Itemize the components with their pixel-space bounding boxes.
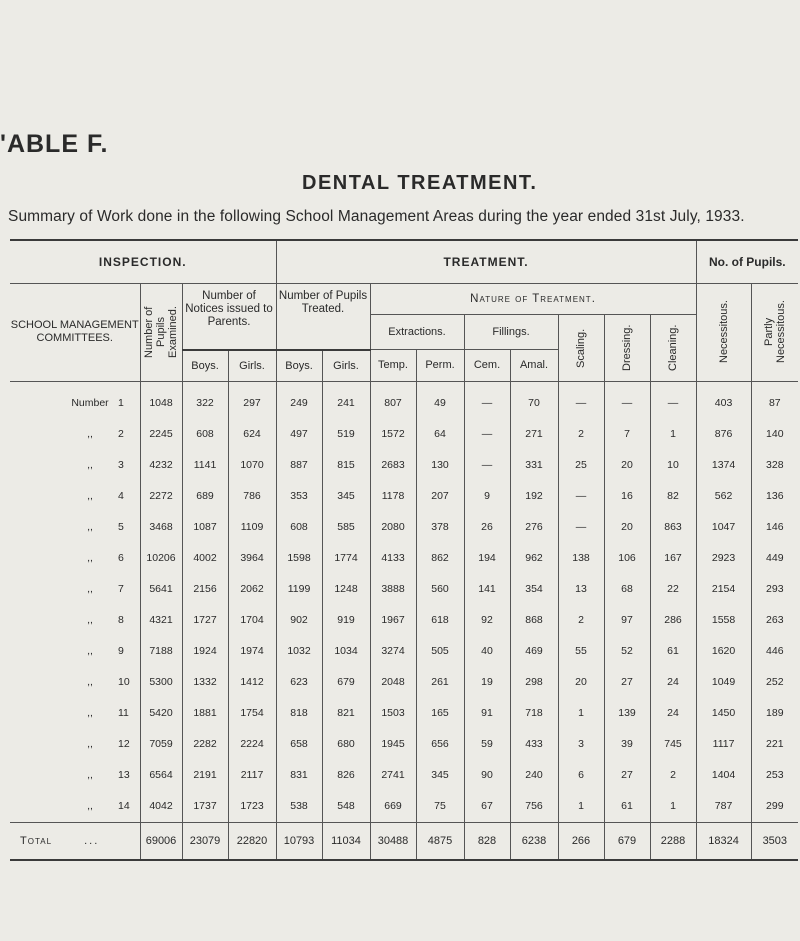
cell-scaling: 2 [558, 605, 604, 636]
cell-t_girls: 679 [322, 667, 370, 698]
cell-examined: 4232 [140, 450, 182, 481]
cell-necess: 1558 [696, 605, 751, 636]
dental-treatment-table [10, 239, 798, 861]
cell-n_boys: 4002 [182, 543, 228, 574]
cell-n_girls: 1974 [228, 636, 276, 667]
cell-partly: 136 [751, 481, 798, 512]
cell-cleaning: 2 [650, 760, 696, 791]
cell-n_girls: 2062 [228, 574, 276, 605]
cell-perm: 505 [416, 636, 464, 667]
cell-t_girls: 548 [322, 791, 370, 823]
cell-partly: 146 [751, 512, 798, 543]
cell-dressing: 106 [604, 543, 650, 574]
cell-scaling: 20 [558, 667, 604, 698]
cell-t_girls: 345 [322, 481, 370, 512]
row-prefix: ,, [87, 645, 93, 657]
pupils-treated-header: Number of Pupils Treated. [276, 284, 370, 350]
cell-temp: 3888 [370, 574, 416, 605]
cell-n_girls: 1109 [228, 512, 276, 543]
cell-scaling: 25 [558, 450, 604, 481]
table-row [10, 543, 798, 574]
cem-header: Cem. [464, 350, 510, 382]
cell-n_boys: 2191 [182, 760, 228, 791]
row-prefix: ,, [87, 552, 93, 564]
cell-examined: 7188 [140, 636, 182, 667]
cell-examined: 5641 [140, 574, 182, 605]
cell-n_boys: 1087 [182, 512, 228, 543]
cell-cleaning: 863 [650, 512, 696, 543]
cell-dressing: 7 [604, 419, 650, 450]
cell-examined: 7059 [140, 729, 182, 760]
cell-t_boys: 818 [276, 698, 322, 729]
nature-of-treatment-header: Nature of Treatment. [370, 284, 696, 315]
cell-examined: 10206 [140, 543, 182, 574]
cell-temp: 807 [370, 381, 416, 419]
cell-examined: 3468 [140, 512, 182, 543]
table-row [10, 760, 798, 791]
row-prefix: ,, [87, 707, 93, 719]
cell-examined: 4321 [140, 605, 182, 636]
cell-n_girls: 3964 [228, 543, 276, 574]
cell-amal: 331 [510, 450, 558, 481]
cell-partly: 446 [751, 636, 798, 667]
cell-scaling: — [558, 381, 604, 419]
cell-temp: 3274 [370, 636, 416, 667]
cell-partly: 263 [751, 605, 798, 636]
cell-n_boys: 2156 [182, 574, 228, 605]
table-row [10, 574, 798, 605]
cell-necess: 1404 [696, 760, 751, 791]
table-label: 'ABLE F. [0, 130, 109, 158]
cell-dressing: 20 [604, 512, 650, 543]
table-body [10, 381, 798, 822]
temp-header: Temp. [370, 350, 416, 382]
table-row [10, 729, 798, 760]
cell-dressing: 97 [604, 605, 650, 636]
perm-header: Perm. [416, 350, 464, 382]
cell-dressing: 27 [604, 760, 650, 791]
cell-cleaning: 286 [650, 605, 696, 636]
cell-t_girls: 821 [322, 698, 370, 729]
cell-examined: 5420 [140, 698, 182, 729]
cell-t_boys: 831 [276, 760, 322, 791]
cell-n_girls: 2224 [228, 729, 276, 760]
total-dressing: 679 [604, 822, 650, 860]
cell-n_girls: 624 [228, 419, 276, 450]
cell-temp: 2741 [370, 760, 416, 791]
cell-partly: 87 [751, 381, 798, 419]
scaling-header: Scaling. [575, 328, 587, 368]
cell-n_boys: 1737 [182, 791, 228, 823]
cell-scaling: 1 [558, 791, 604, 823]
cell-cem: 90 [464, 760, 510, 791]
cell-partly: 449 [751, 543, 798, 574]
cell-scaling: 2 [558, 419, 604, 450]
cell-n_boys: 608 [182, 419, 228, 450]
notices-issued-header: Number of Notices issued to Parents. [182, 284, 276, 350]
cell-t_boys: 658 [276, 729, 322, 760]
cell-temp: 1572 [370, 419, 416, 450]
cell-n_boys: 1141 [182, 450, 228, 481]
cell-n_girls: 1412 [228, 667, 276, 698]
cell-necess: 1047 [696, 512, 751, 543]
cell-temp: 4133 [370, 543, 416, 574]
cell-t_boys: 1032 [276, 636, 322, 667]
cell-n_girls: 786 [228, 481, 276, 512]
cell-dressing: 39 [604, 729, 650, 760]
cell-temp: 1945 [370, 729, 416, 760]
cell-t_boys: 249 [276, 381, 322, 419]
cell-perm: 261 [416, 667, 464, 698]
row-number: 11 [118, 707, 129, 719]
cell-cem: 59 [464, 729, 510, 760]
cell-temp: 1503 [370, 698, 416, 729]
inspection-header: INSPECTION. [10, 240, 276, 284]
row-number: 4 [118, 490, 124, 502]
cell-n_girls: 1704 [228, 605, 276, 636]
cell-partly: 221 [751, 729, 798, 760]
table-row [10, 481, 798, 512]
cell-perm: 618 [416, 605, 464, 636]
cell-temp: 669 [370, 791, 416, 823]
total-treated-boys: 10793 [276, 822, 322, 860]
cell-temp: 1967 [370, 605, 416, 636]
cell-t_boys: 497 [276, 419, 322, 450]
cell-cem: 194 [464, 543, 510, 574]
cell-t_girls: 241 [322, 381, 370, 419]
cell-partly: 328 [751, 450, 798, 481]
treated-boys-header: Boys. [276, 350, 322, 382]
dressing-header: Dressing. [621, 324, 633, 371]
cell-cleaning: 1 [650, 419, 696, 450]
cell-necess: 562 [696, 481, 751, 512]
row-prefix: ,, [87, 800, 93, 812]
cell-scaling: 55 [558, 636, 604, 667]
notices-boys-header: Boys. [182, 350, 228, 382]
cell-partly: 189 [751, 698, 798, 729]
total-partly-necessitous: 3503 [751, 822, 798, 860]
total-label: Total [20, 834, 53, 847]
cell-examined: 2272 [140, 481, 182, 512]
cell-t_boys: 1598 [276, 543, 322, 574]
row-prefix: ,, [87, 521, 93, 533]
cell-cem: — [464, 419, 510, 450]
cell-n_girls: 2117 [228, 760, 276, 791]
row-prefix: ,, [87, 490, 93, 502]
pupils-examined-header: Number of Pupils Examined. [143, 306, 179, 359]
row-prefix: ,, [87, 428, 93, 440]
cell-amal: 354 [510, 574, 558, 605]
cell-cem: 92 [464, 605, 510, 636]
row-number: 12 [118, 738, 130, 750]
amal-header: Amal. [510, 350, 558, 382]
cell-partly: 293 [751, 574, 798, 605]
cell-t_girls: 1774 [322, 543, 370, 574]
row-number: 8 [118, 614, 124, 626]
cell-n_boys: 2282 [182, 729, 228, 760]
row-prefix: ,, [87, 614, 93, 626]
cell-perm: 560 [416, 574, 464, 605]
cell-t_boys: 608 [276, 512, 322, 543]
cell-necess: 2923 [696, 543, 751, 574]
total-examined: 69006 [140, 822, 182, 860]
cell-amal: 271 [510, 419, 558, 450]
cell-cleaning: — [650, 381, 696, 419]
cell-scaling: — [558, 481, 604, 512]
cell-amal: 868 [510, 605, 558, 636]
cell-partly: 252 [751, 667, 798, 698]
cell-amal: 718 [510, 698, 558, 729]
page-title: DENTAL TREATMENT. [302, 172, 538, 194]
cell-amal: 962 [510, 543, 558, 574]
treated-girls-header: Girls. [322, 350, 370, 382]
cell-necess: 2154 [696, 574, 751, 605]
row-prefix: ,, [87, 738, 93, 750]
cell-temp: 1178 [370, 481, 416, 512]
cell-necess: 1049 [696, 667, 751, 698]
cell-scaling: 138 [558, 543, 604, 574]
cell-cem: 9 [464, 481, 510, 512]
cell-t_girls: 680 [322, 729, 370, 760]
cell-n_girls: 1754 [228, 698, 276, 729]
cell-t_boys: 887 [276, 450, 322, 481]
cell-amal: 192 [510, 481, 558, 512]
row-number: 14 [118, 800, 130, 812]
cell-cleaning: 10 [650, 450, 696, 481]
cell-necess: 787 [696, 791, 751, 823]
total-row [10, 822, 798, 860]
cell-cleaning: 745 [650, 729, 696, 760]
cell-dressing: 20 [604, 450, 650, 481]
cell-cem: — [464, 450, 510, 481]
row-prefix: ,, [87, 583, 93, 595]
cell-n_boys: 1881 [182, 698, 228, 729]
cell-n_boys: 1924 [182, 636, 228, 667]
row-number: 7 [118, 583, 124, 595]
cell-dressing: 61 [604, 791, 650, 823]
cell-perm: 49 [416, 381, 464, 419]
cell-perm: 862 [416, 543, 464, 574]
row-number: 3 [118, 459, 124, 471]
cell-dressing: — [604, 381, 650, 419]
cell-t_girls: 1034 [322, 636, 370, 667]
cell-perm: 207 [416, 481, 464, 512]
cell-cleaning: 61 [650, 636, 696, 667]
cell-t_girls: 815 [322, 450, 370, 481]
cell-necess: 403 [696, 381, 751, 419]
necessitous-header: Necessitous. [717, 300, 730, 364]
cell-cem: 67 [464, 791, 510, 823]
row-prefix: ,, [87, 676, 93, 688]
table-row [10, 698, 798, 729]
cell-n_girls: 1070 [228, 450, 276, 481]
cell-temp: 2683 [370, 450, 416, 481]
cell-perm: 130 [416, 450, 464, 481]
total-scaling: 266 [558, 822, 604, 860]
cell-necess: 876 [696, 419, 751, 450]
cell-cem: 19 [464, 667, 510, 698]
cell-perm: 64 [416, 419, 464, 450]
cell-perm: 656 [416, 729, 464, 760]
cell-n_boys: 1332 [182, 667, 228, 698]
cell-dressing: 16 [604, 481, 650, 512]
cell-scaling: 6 [558, 760, 604, 791]
cell-t_boys: 538 [276, 791, 322, 823]
table-row [10, 419, 798, 450]
fillings-header: Fillings. [464, 315, 558, 350]
row-number: 10 [118, 676, 130, 688]
total-treated-girls: 11034 [322, 822, 370, 860]
cleaning-header: Cleaning. [667, 324, 680, 371]
cell-cleaning: 1 [650, 791, 696, 823]
cell-cleaning: 167 [650, 543, 696, 574]
row-prefix: ,, [87, 769, 93, 781]
cell-amal: 756 [510, 791, 558, 823]
cell-t_boys: 1199 [276, 574, 322, 605]
partly-necessitous-header: Partly Necessitous. [762, 300, 787, 364]
cell-t_girls: 519 [322, 419, 370, 450]
cell-n_girls: 1723 [228, 791, 276, 823]
cell-amal: 240 [510, 760, 558, 791]
cell-examined: 5300 [140, 667, 182, 698]
extractions-header: Extractions. [370, 315, 464, 350]
cell-t_girls: 585 [322, 512, 370, 543]
cell-scaling: — [558, 512, 604, 543]
row-number: 5 [118, 521, 124, 533]
table-row [10, 450, 798, 481]
cell-amal: 433 [510, 729, 558, 760]
total-cleaning: 2288 [650, 822, 696, 860]
cell-scaling: 1 [558, 698, 604, 729]
cell-cleaning: 22 [650, 574, 696, 605]
cell-t_boys: 623 [276, 667, 322, 698]
total-necessitous: 18324 [696, 822, 751, 860]
row-number: 13 [118, 769, 130, 781]
cell-examined: 6564 [140, 760, 182, 791]
cell-amal: 70 [510, 381, 558, 419]
cell-necess: 1117 [696, 729, 751, 760]
cell-n_boys: 322 [182, 381, 228, 419]
cell-scaling: 3 [558, 729, 604, 760]
cell-dressing: 27 [604, 667, 650, 698]
row-prefix: ,, [87, 459, 93, 471]
cell-t_girls: 826 [322, 760, 370, 791]
cell-temp: 2080 [370, 512, 416, 543]
total-notices-boys: 23079 [182, 822, 228, 860]
subtitle: Summary of Work done in the following School Management Areas during the year ended 31st July, 1933. [8, 208, 745, 225]
cell-cleaning: 82 [650, 481, 696, 512]
cell-partly: 140 [751, 419, 798, 450]
cell-necess: 1620 [696, 636, 751, 667]
cell-t_girls: 919 [322, 605, 370, 636]
cell-cleaning: 24 [650, 698, 696, 729]
cell-examined: 1048 [140, 381, 182, 419]
cell-necess: 1450 [696, 698, 751, 729]
total-dots: ... [84, 834, 100, 847]
no-of-pupils-header: No. of Pupils. [696, 240, 798, 284]
cell-examined: 2245 [140, 419, 182, 450]
total-perm: 4875 [416, 822, 464, 860]
table-row [10, 636, 798, 667]
cell-dressing: 52 [604, 636, 650, 667]
cell-cleaning: 24 [650, 667, 696, 698]
cell-dressing: 139 [604, 698, 650, 729]
school-committees-header: SCHOOL MANAGEMENT COMMITTEES. [10, 284, 140, 382]
cell-t_boys: 353 [276, 481, 322, 512]
table-row [10, 791, 798, 823]
cell-partly: 299 [751, 791, 798, 823]
cell-t_boys: 902 [276, 605, 322, 636]
cell-n_boys: 689 [182, 481, 228, 512]
table-row [10, 667, 798, 698]
cell-cem: 141 [464, 574, 510, 605]
total-amal: 6238 [510, 822, 558, 860]
cell-perm: 378 [416, 512, 464, 543]
cell-cem: 40 [464, 636, 510, 667]
cell-dressing: 68 [604, 574, 650, 605]
row-number: 1 [118, 397, 124, 409]
row-prefix: Number [71, 397, 109, 409]
table-row [10, 381, 798, 419]
cell-cem: 26 [464, 512, 510, 543]
row-number: 2 [118, 428, 124, 440]
cell-partly: 253 [751, 760, 798, 791]
cell-temp: 2048 [370, 667, 416, 698]
cell-n_girls: 297 [228, 381, 276, 419]
cell-amal: 469 [510, 636, 558, 667]
cell-t_girls: 1248 [322, 574, 370, 605]
cell-amal: 276 [510, 512, 558, 543]
total-notices-girls: 22820 [228, 822, 276, 860]
treatment-header: TREATMENT. [276, 240, 696, 284]
table-row [10, 512, 798, 543]
table-row [10, 605, 798, 636]
cell-necess: 1374 [696, 450, 751, 481]
cell-perm: 75 [416, 791, 464, 823]
row-number: 6 [118, 552, 124, 564]
cell-cem: 91 [464, 698, 510, 729]
notices-girls-header: Girls. [228, 350, 276, 382]
total-cem: 828 [464, 822, 510, 860]
row-number: 9 [118, 645, 124, 657]
cell-scaling: 13 [558, 574, 604, 605]
total-temp: 30488 [370, 822, 416, 860]
cell-perm: 165 [416, 698, 464, 729]
cell-n_boys: 1727 [182, 605, 228, 636]
cell-examined: 4042 [140, 791, 182, 823]
cell-perm: 345 [416, 760, 464, 791]
cell-cem: — [464, 381, 510, 419]
cell-amal: 298 [510, 667, 558, 698]
